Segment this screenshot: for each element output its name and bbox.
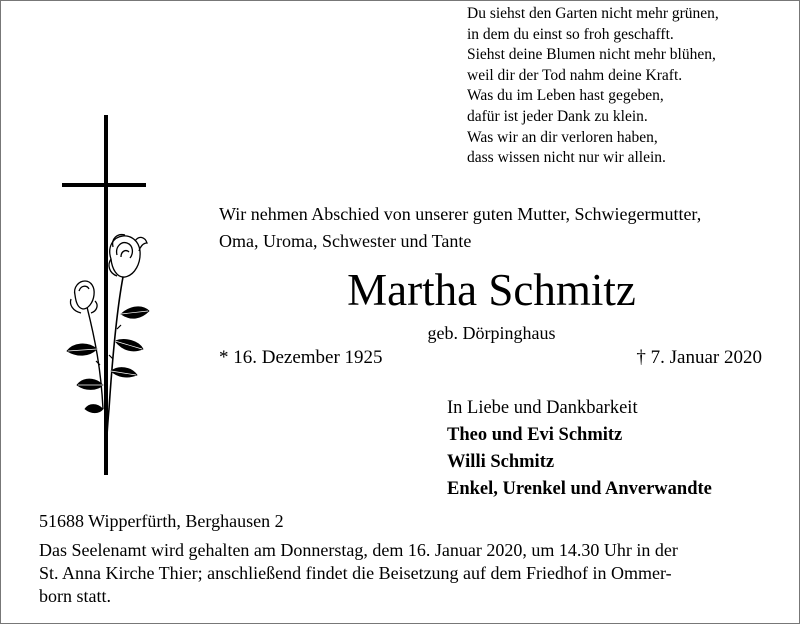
intro-line: Wir nehmen Abschied von unserer guten Mutter, Schwiegermutter, [219, 204, 702, 224]
rose-thorns [96, 325, 121, 365]
poem-line: Was wir an dir verloren haben, [467, 128, 658, 146]
poem-line: dafür ist jeder Dank zu klein. [467, 107, 648, 125]
intro-line: Oma, Uroma, Schwester und Tante [219, 231, 472, 251]
rose-bud [70, 281, 97, 313]
service-line: born statt. [39, 586, 111, 606]
poem-line: in dem du einst so froh geschafft. [467, 25, 674, 43]
rose-bloom [109, 235, 147, 277]
address: 51688 Wipperfürth, Berghausen 2 [39, 511, 284, 531]
birth-date: * 16. Dezember 1925 [219, 347, 383, 368]
deceased-name: Martha Schmitz [347, 265, 636, 315]
cross-horizontal-beam [62, 183, 146, 187]
cross-with-rose-icon [51, 109, 171, 481]
poem [467, 4, 787, 169]
poem-line: dass wissen nicht nur wir allein. [467, 149, 666, 167]
poem-line: Was du im Leben hast gegeben, [467, 87, 664, 105]
mourners-block [447, 395, 712, 503]
mourners-intro: In Liebe und Dankbarkeit [447, 398, 638, 418]
poem-line: weil dir der Tod nahm deine Kraft. [467, 66, 683, 84]
poem-line: Siehst deine Blumen nicht mehr blühen, [467, 46, 716, 64]
service-line: Das Seelenamt wird gehalten am Donnerstag, dem 16. Januar 2020, um 14.30 Uhr in der [39, 540, 678, 560]
death-date: † 7. Januar 2020 [636, 347, 762, 368]
poem-line: Du siehst den Garten nicht mehr grünen, [467, 5, 719, 22]
mourner-name: Willi Schmitz [447, 452, 555, 472]
maiden-name: geb. Dörpinghaus [427, 323, 556, 343]
service-line: St. Anna Kirche Thier; anschließend findet die Beisetzung auf dem Friedhof in Ommer- [39, 563, 672, 583]
service-info [39, 539, 764, 608]
bud-stem [87, 307, 103, 409]
farewell-intro [219, 201, 779, 255]
mourner-name: Enkel, Urenkel und Anverwandte [447, 479, 712, 499]
mourner-name: Theo und Evi Schmitz [447, 425, 623, 445]
